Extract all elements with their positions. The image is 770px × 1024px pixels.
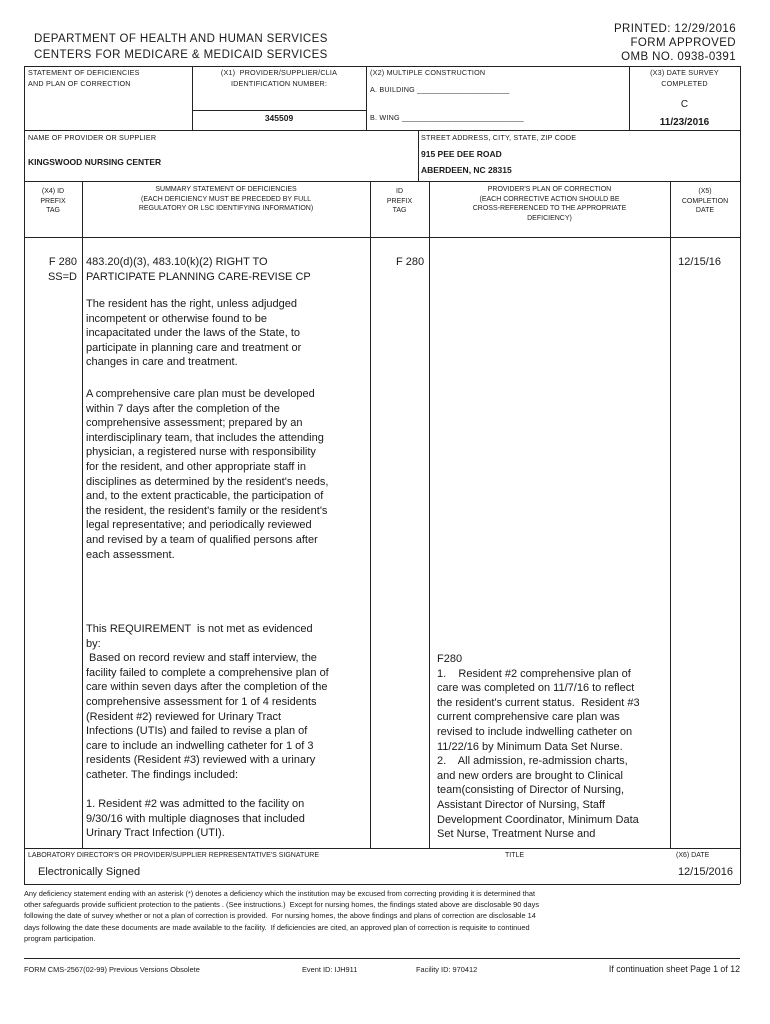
omb-number: OMB NO. 0938-0391 bbox=[621, 51, 736, 63]
summary-header: SUMMARY STATEMENT OF DEFICIENCIES (EACH DEFICIENCY MUST BE PRECEDED BY FULL REGULATORY OR LSC IDENTIFYING INFORMATION) bbox=[138, 186, 314, 212]
divider bbox=[192, 110, 366, 111]
divider bbox=[24, 848, 740, 849]
x4-header: (X4) ID PREFIX TAG bbox=[40, 188, 66, 214]
form-approved: FORM APPROVED bbox=[630, 37, 736, 49]
title-label: TITLE bbox=[505, 852, 525, 859]
divider bbox=[429, 181, 430, 848]
deficiency-title: 483.20(d)(3), 483.10(k)(2) RIGHT TO PARTICIPATE PLANNING CARE-REVISE CP bbox=[86, 256, 311, 283]
resident-2-paragraph: 1. Resident #2 was admitted to the facility on 9/30/16 with multiple diagnoses that included Urinary Tract Infection (UTI). bbox=[86, 798, 305, 840]
x5-header: (X5) COMPLETION DATE bbox=[681, 188, 729, 214]
provider-name-label: NAME OF PROVIDER OR SUPPLIER bbox=[28, 133, 157, 142]
printed-date: PRINTED: 12/29/2016 bbox=[613, 23, 736, 35]
signature-date: 12/15/2016 bbox=[677, 866, 733, 878]
divider bbox=[370, 181, 371, 848]
signature-label: LABORATORY DIRECTOR'S OR PROVIDER/SUPPLIER REPRESENTATIVE'S SIGNATURE bbox=[28, 852, 320, 859]
border-right bbox=[740, 66, 741, 884]
provider-name: KINGSWOOD NURSING CENTER bbox=[28, 157, 162, 167]
plan-header: PROVIDER'S PLAN OF CORRECTION (EACH CORRECTIVE ACTION SHOULD BE CROSS-REFERENCED TO THE APPROPRIATE DEFICIENCY) bbox=[472, 186, 627, 222]
divider bbox=[24, 66, 740, 67]
plan-of-correction-text: F280 1. Resident #2 comprehensive plan of care was completed on 11/7/16 to reflect the resident's current status. Resident #3 current comprehensive care plan was revised to include indwelling catheter on 11/22/16 by Minimum Data Set Nurse. 2. All admission, re-admission charts, and new orders are brought to Clinical team(consisting of Director of Nursing, Assistant Director of Nursing, Staff Development Coordinator, Minimum Data Set Nurse, Treatment Nurse and bbox=[437, 653, 640, 841]
divider bbox=[24, 958, 740, 959]
divider bbox=[670, 181, 671, 848]
department-name: DEPARTMENT OF HEALTH AND HUMAN SERVICES bbox=[34, 33, 328, 45]
address-label: STREET ADDRESS, CITY, STATE, ZIP CODE bbox=[421, 133, 577, 142]
wing-field: B. WING _____________________________ bbox=[370, 113, 524, 122]
divider bbox=[24, 130, 740, 131]
x1-label: (X1) PROVIDER/SUPPLIER/CLIA IDENTIFICATION NUMBER: bbox=[220, 68, 338, 88]
statement-label: STATEMENT OF DEFICIENCIES AND PLAN OF CORRECTION bbox=[28, 68, 140, 88]
building-field: A. BUILDING ______________________ bbox=[370, 85, 510, 94]
facility-id: Facility ID: 970412 bbox=[416, 965, 478, 974]
findings-paragraph: This REQUIREMENT is not met as evidenced by: Based on record review and staff interview, the facility failed to complete a comprehensive plan of care within seven days after the completion of the comprehensive assessment for 1 of 4 residents (Resident #2) reviewed for Urinary Tract Infections (UTIs) and failed to revise a plan of care to include an indwelling catheter for 1 of 3 residents (Resident #3) reviewed with a urinary catheter. The findings included: bbox=[86, 623, 329, 781]
disclaimer-text: Any deficiency statement ending with an asterisk (*) denotes a deficiency which the institution may be excused from correcting providing it is determined that other safeguards provide sufficient protection to the patients . (See instructions.) Except for nursing homes, the findings stated above are disclosable 90 days following the date of survey whether or not a plan of correction is provided. For nursing homes, the above findings and plans of correction are disclosable 14 days following the date these documents are made available to the facility. If deficiencies are cited, an approved plan of correction is requisite to continued program participation. bbox=[24, 889, 540, 943]
deficiency-tag: F 280 bbox=[48, 256, 77, 268]
id-header: ID PREFIX TAG bbox=[386, 188, 413, 214]
divider bbox=[366, 66, 367, 130]
divider bbox=[24, 884, 740, 885]
signature-date-label: (X6) DATE bbox=[676, 852, 710, 859]
event-id: Event ID: IJH911 bbox=[302, 965, 358, 974]
severity-scope: SS=D bbox=[47, 271, 77, 283]
x3-date: 11/23/2016 bbox=[659, 117, 710, 128]
x2-label: (X2) MULTIPLE CONSTRUCTION bbox=[370, 68, 486, 77]
x1-value: 345509 bbox=[264, 113, 294, 123]
x3-label: (X3) DATE SURVEY COMPLETED bbox=[650, 68, 719, 88]
divider bbox=[24, 181, 740, 182]
centers-name: CENTERS FOR MEDICARE & MEDICAID SERVICES bbox=[34, 49, 328, 61]
divider bbox=[24, 237, 740, 238]
x3-code: C bbox=[680, 99, 689, 110]
completion-date: 12/15/16 bbox=[678, 256, 721, 268]
divider bbox=[82, 181, 83, 848]
regulation-paragraph-2: A comprehensive care plan must be developed within 7 days after the completion of the comprehensive assessment; prepared by an interdisciplinary team, that includes the attending physician, a registered nurse with responsibility for the resident, and other appropriate staff in disciplines as determined by the resident's needs, and, to the extent practicable, the participation of the resident, the resident's family or the resident's legal representative; and periodically reviewed and revised by a team of qualified persons after each assessment. bbox=[86, 388, 329, 561]
divider bbox=[418, 130, 419, 181]
city-state-zip: ABERDEEN, NC 28315 bbox=[421, 165, 512, 175]
page-indicator: If continuation sheet Page 1 of 12 bbox=[608, 964, 740, 974]
signature-value: Electronically Signed bbox=[38, 866, 141, 878]
form-number: FORM CMS-2567(02-99) Previous Versions Obsolete bbox=[24, 965, 200, 974]
regulation-paragraph-1: The resident has the right, unless adjudged incompetent or otherwise found to be incapacitated under the laws of the State, to participate in planning care and treatment or changes in care and treatment. bbox=[86, 298, 302, 369]
street-address: 915 PEE DEE ROAD bbox=[421, 149, 502, 159]
plan-id-tag: F 280 bbox=[396, 256, 425, 268]
